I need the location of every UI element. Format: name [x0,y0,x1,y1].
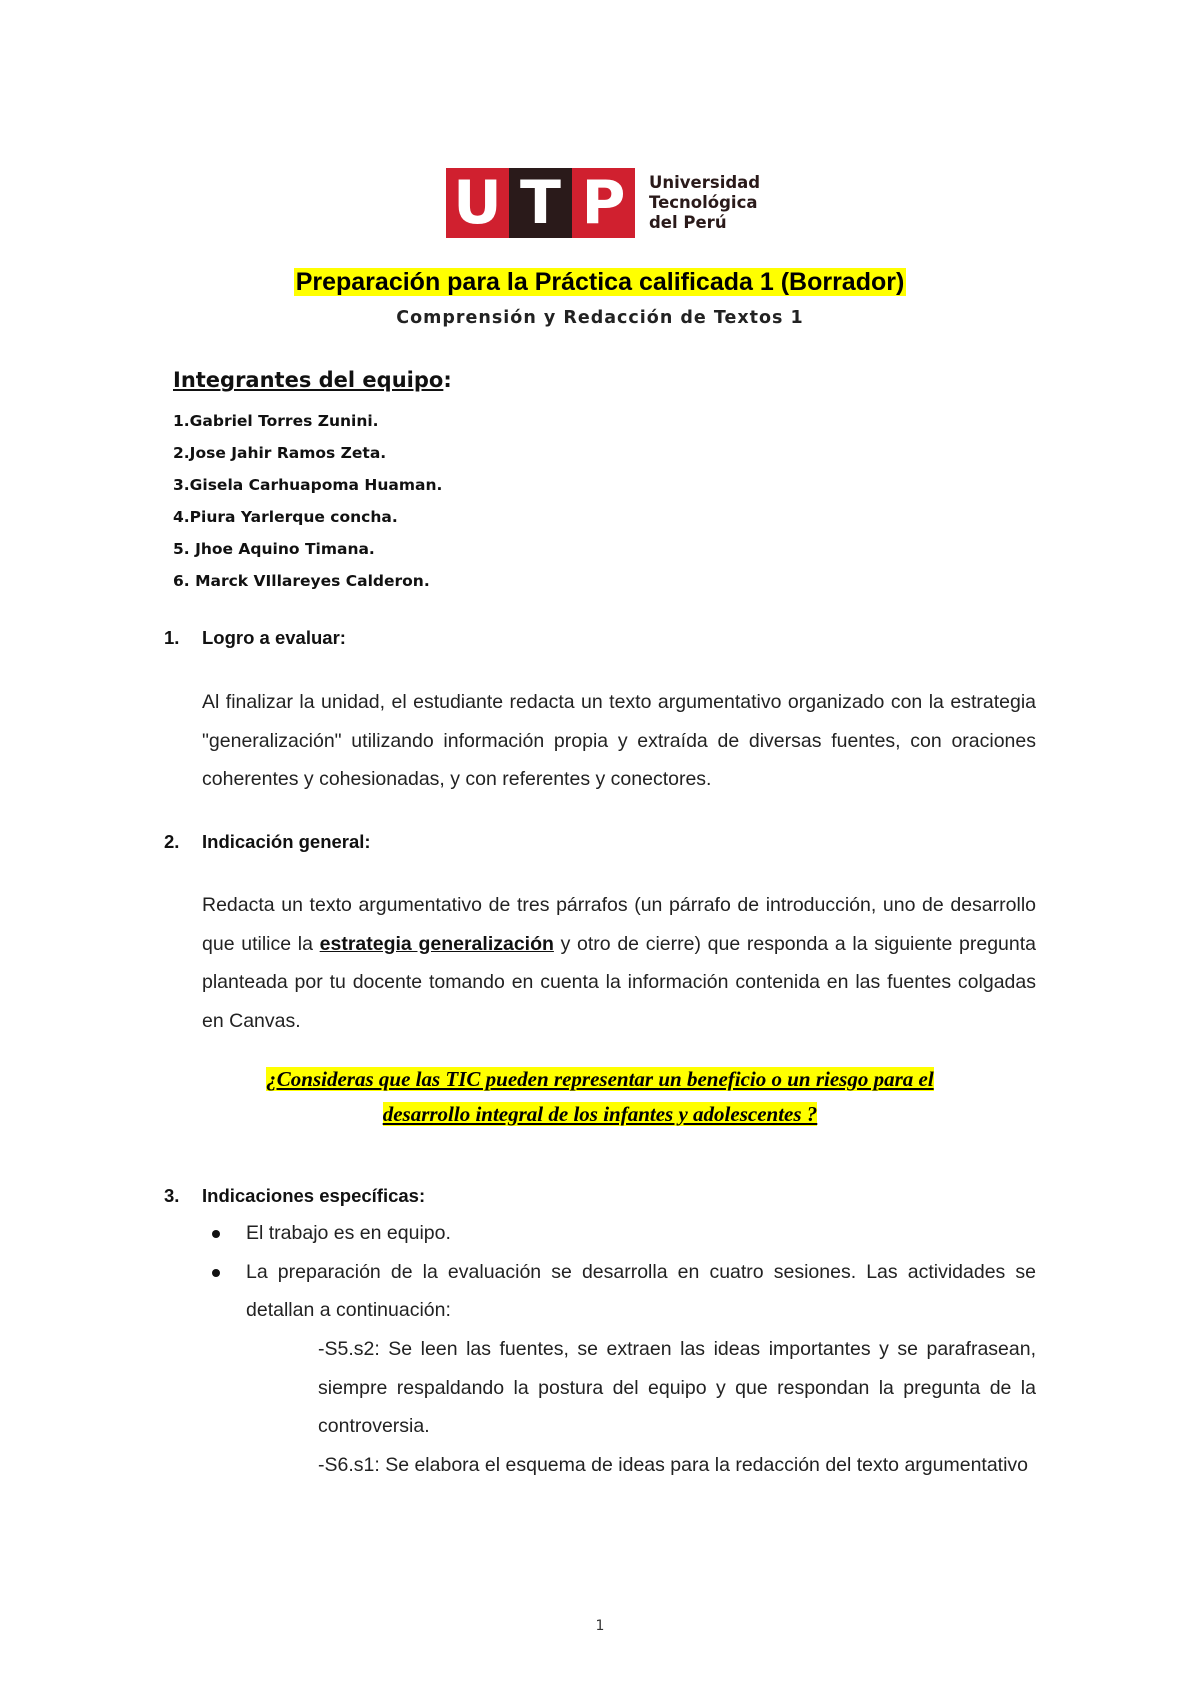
logo-university-name [649,173,760,233]
section-2-title: Indicación general: [202,831,371,852]
section-2-heading [164,831,371,853]
team-member: 1.Gabriel Torres Zunini. [173,412,379,430]
session-item: -S6.s1: Se elabora el esquema de ideas para la redacción del texto argumentativo [318,1453,1029,1476]
team-member: 3.Gisela Carhuapoma Huaman. [173,476,443,494]
section-1-body: Al finalizar la unidad, el estudiante redacta un texto argumentativo organizado con la estrategia "generalización" utilizando información propia y extraída de diversas fuentes, con oraciones coherentes y cohesionadas, y con referentes y conectores. [202,691,1036,790]
section-3-number: 3. [164,1185,180,1206]
utp-logo [446,168,760,238]
page-number: 1 [595,1618,605,1634]
logo-text-line-1: Universidad [649,173,761,192]
session-activities [318,1330,1036,1484]
section-3-title: Indicaciones específicas: [202,1185,426,1206]
list-item [202,1253,1036,1330]
logo-letter-p: P [572,168,635,238]
team-member: 6. Marck VIllareyes Calderon. [173,572,430,590]
team-member-list [173,405,442,597]
strategy-emphasis: estrategia generalización [319,932,554,955]
section-2-body-end: y otro de cierre) que responda a la siguiente pregunta planteada por tu docente tomando en cuenta la información contenida en las fuentes colgadas en Canvas. [202,932,1036,1032]
section-1-title: Logro a evaluar: [202,627,346,648]
team-member: 2.Jose Jahir Ramos Zeta. [173,444,387,462]
logo-letter-u: U [446,168,509,238]
utp-logo-blocks [446,168,635,238]
team-heading-colon: : [443,368,452,392]
document-title [0,268,1200,297]
logo-text-line-2: Tecnológica [649,193,758,212]
controversy-question [150,1062,1050,1132]
team-member: 4.Piura Yarlerque concha. [173,508,398,526]
list-item [202,1214,1036,1253]
document-subtitle: Comprensión y Redacción de Textos 1 [396,308,804,328]
bullet-text: La preparación de la evaluación se desarrolla en cuatro sesiones. Las actividades se detallan a continuación: [246,1260,1036,1321]
section-2-body-start: Redacta un texto argumentativo de tres párrafos (un párrafo de introducción, uno de desarrollo que utilice la [202,894,1036,955]
bullet-dot-icon [212,1230,220,1238]
team-member: 5. Jhoe Aquino Timana. [173,540,375,558]
document-title-text: Preparación para la Práctica calificada 1 (Borrador) [295,268,905,296]
bullet-dot-icon [212,1269,220,1277]
session-item: -S5.s2: Se leen las fuentes, se extraen las ideas importantes y se parafrasean, siempre respaldando la postura del equipo y que respondan la pregunta de la controversia. [318,1338,1036,1437]
section-2-number: 2. [164,831,180,852]
logo-text-line-3: del Perú [649,213,727,232]
logo-letter-t: T [509,168,572,238]
question-line-2: desarrollo integral de los infantes y adolescentes ? [382,1102,818,1126]
question-line-1: ¿Consideras que las TIC pueden representar un beneficio o un riesgo para el [266,1067,934,1091]
bullet-text: El trabajo es en equipo. [246,1222,451,1244]
section-3-heading [164,1185,425,1207]
team-heading-text: Integrantes del equipo [173,368,444,392]
team-heading [173,368,452,392]
section-2-body [202,886,1036,1040]
specific-indications-list [202,1214,1036,1330]
section-1-heading [164,627,346,649]
section-1-number: 1. [164,627,180,648]
